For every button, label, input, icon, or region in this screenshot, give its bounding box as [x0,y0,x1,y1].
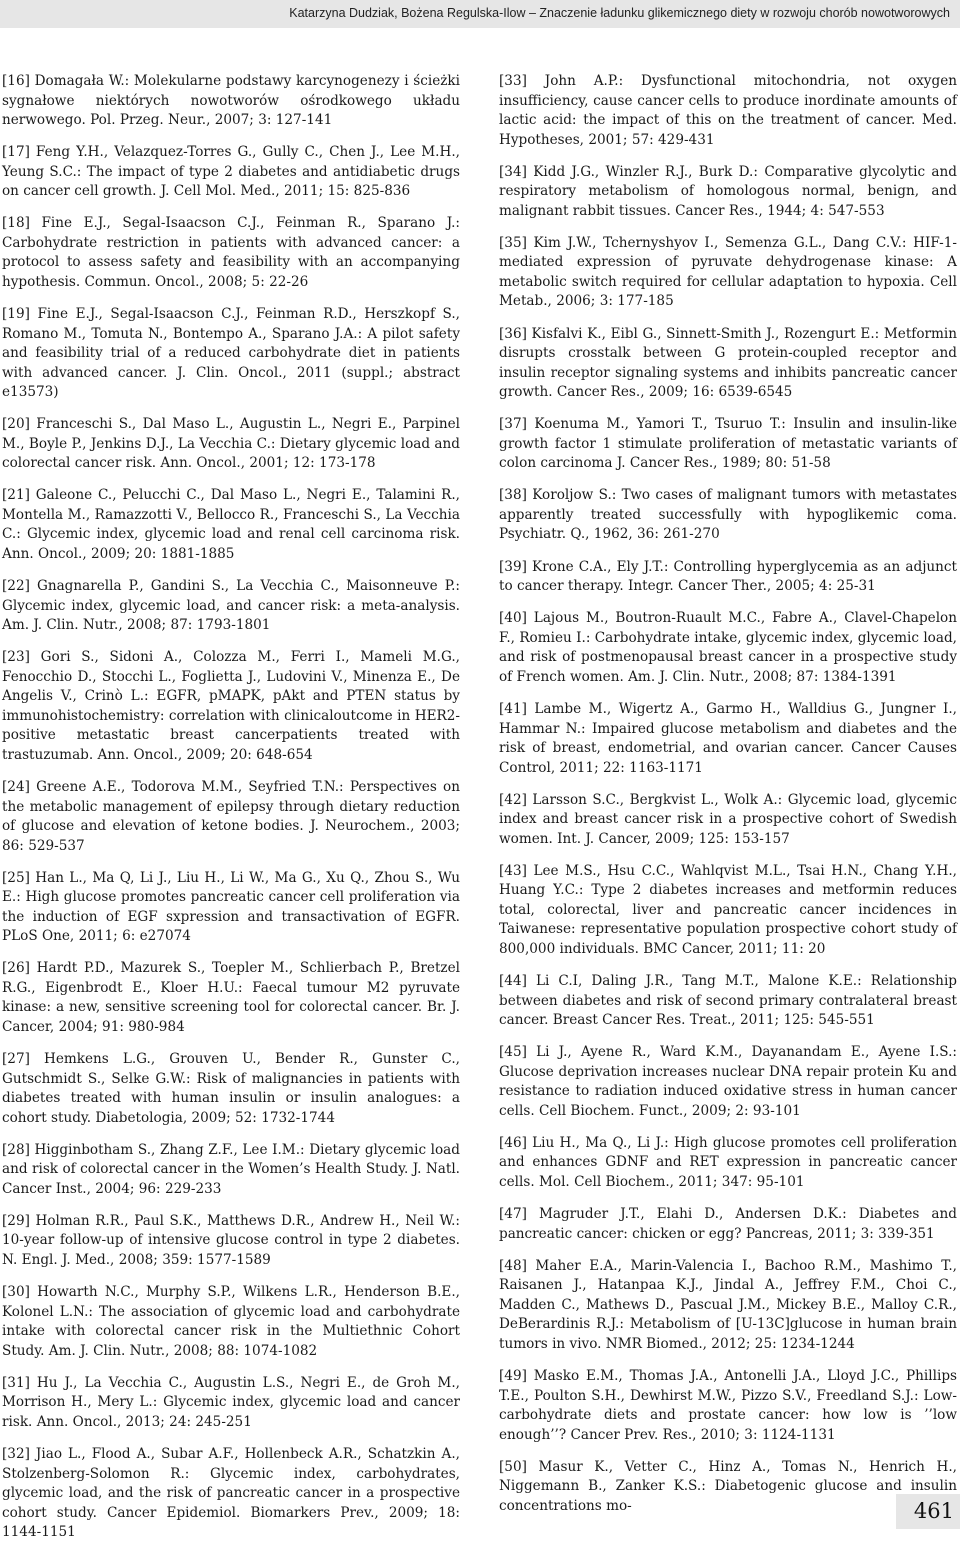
page-number-box [896,1494,960,1529]
reference-16: [16] Domagała W.: Molekularne podstawy karcynogenezy i ścieżki sygnałowe niektórych nowotworów ośrodkowego układu nerwowego. Pol. Przeg. Neur., 2007; 3: 127-141 [2,73,460,128]
references-right-column [499,72,957,1529]
reference-18: [18] Fine E.J., Segal-Isaacson C.J., Feinman R., Sparano J.: Carbohydrate restriction in patients with advanced cancer: a protocol to assess safety and feasibility with an accompanying hypothesis. Commun. Oncol., 2008; 5: 22-26 [2,215,460,290]
reference-30: [30] Howarth N.C., Murphy S.P., Wilkens L.R., Henderson B.E., Kolonel L.N.: The association of glycemic load and carbohydrate intake with colorectal cancer risk in the Multiethnic Cohort Study. Am. J. Clin. Nutr., 2008; 88: 1074-1082 [2,1284,460,1359]
reference-19: [19] Fine E.J., Segal-Isaacson C.J., Feinman R.D., Herszkopf S., Romano M., Tomuta N., Bontempo A., Sparano J.A.: A pilot safety and feasibility trial of a reduced carbohydrate diet in patients with advanced cancer. J. Clin. Oncol., 2011 (suppl.; abstract e13573) [2,306,460,401]
reference-21: [21] Galeone C., Pelucchi C., Dal Maso L., Negri E., Talamini R., Montella M., Ramazzotti V., Bellocco R., Franceschi S., La Vecchia C.: Glycemic index, glycemic load and renal cell carcinoma risk. Ann. Oncol., 2009; 20: 1881-1885 [2,487,460,562]
reference-32: [32] Jiao L., Flood A., Subar A.F., Hollenbeck A.R., Schatzkin A., Stolzenberg-Solomon R.: Glycemic index, carbohydrates, glycemic load, and the risk of pancreatic cancer in a prospective cohort study. Cancer Epidemiol. Biomarkers Prev., 2009; 18: 1144-1151 [2,1446,460,1540]
reference-28: [28] Higginbotham S., Zhang Z.F., Lee I.M.: Dietary glycemic load and risk of colorectal cancer in the Women’s Health Study. J. Natl. Cancer Inst., 2004; 96: 229-233 [2,1141,460,1197]
reference-42: [42] Larsson S.C., Bergkvist L., Wolk A.: Glycemic load, glycemic index and breast cancer risk in a prospective cohort of Swedish women. Int. J. Cancer, 2009; 125: 153-157 [499,791,957,847]
reference-22: [22] Gnagnarella P., Gandini S., La Vecchia C., Maisonneuve P.: Glycemic index, glycemic load, and cancer risk: a meta-analysis. Am. J. Clin. Nutr., 2008; 87: 1793-1801 [2,578,460,634]
reference-29: [29] Holman R.R., Paul S.K., Matthews D.R., Andrew H., Neil W.: 10-year follow-up of intensive glucose control in type 2 diabetes. N. Engl. J. Med., 2008; 359: 1577-1589 [2,1212,460,1268]
references-left-column [2,72,460,1555]
reference-35: [35] Kim J.W., Tchernyshyov I., Semenza G.L., Dang C.V.: HIF-1-mediated expression of pyruvate dehydrogenase kinase: A metabolic switch required for cellular adaptation to hypoxia. Cell Metab., 2006; 3: 177-185 [499,234,957,310]
reference-25: [25] Han L., Ma Q, Li J., Liu H., Li W., Ma G., Xu Q., Zhou S., Wu E.: High glucose promotes pancreatic cancer cell proliferation via the induction of EGF sxpression and transactivation of EGFR. PLoS One, 2011; 6: e27074 [2,869,460,945]
reference-31: [31] Hu J., La Vecchia C., Augustin L.S., Negri E., de Groh M., Morrison H., Mery L.: Glycemic index, glycemic load and cancer risk. Ann. Oncol., 2013; 24: 245-251 [2,1374,460,1430]
reference-39: [39] Krone C.A., Ely J.T.: Controlling hyperglycemia as an adjunct to cancer therapy. Integr. Cancer Ther., 2005; 4: 25-31 [499,558,957,595]
reference-47: [47] Magruder J.T., Elahi D., Andersen D.K.: Diabetes and pancreatic cancer: chicken or egg? Pancreas, 2011; 3: 339-351 [499,1206,957,1242]
reference-23: [23] Gori S., Sidoni A., Colozza M., Ferri I., Mameli M.G., Fenocchio D., Stocchi L., Foglietta J., Ludovini V., Minenza E., De Angelis V., Crinò L.: EGFR, pMAPK, pAkt and PTEN status by immunohistochemistry: correlation with clinicaloutcome in HER2-positive metastatic breast cancerpatients treated with trastuzumab. Ann. Oncol., 2009; 20: 648-654 [2,649,460,763]
reference-50: [50] Masur K., Vetter C., Hinz A., Tomas N., Henrich H., Niggemann B., Zanker K.S.: Diabetogenic glucose and insulin concentrations mo- [499,1458,957,1514]
page-number: 461 [913,1499,954,1523]
reference-43: [43] Lee M.S., Hsu C.C., Wahlqvist M.L., Tsai H.N., Chang Y.H., Huang Y.C.: Type 2 diabetes increases and metformin reduces total, colorectal, liver and pancreatic cancer incidences in Taiwanese: representative population prospective cohort study of 800,000 individuals. BMC Cancer, 2011; 11: 20 [499,862,957,957]
reference-37: [37] Koenuma M., Yamori T., Tsuruo T.: Insulin and insulin-like growth factor 1 stimulate proliferation of metastatic variants of colon carcinoma J. Cancer Res., 1989; 80: 51-58 [499,416,957,472]
running-header [0,0,960,28]
reference-26: [26] Hardt P.D., Mazurek S., Toepler M., Schlierbach P., Bretzel R.G., Eigenbrodt E., Kloer H.U.: Faecal tumour M2 pyruvate kinase: a new, sensitive screening tool for colorectal cancer. Br. J. Cancer, 2004; 91: 980-984 [2,960,460,1035]
reference-48: [48] Maher E.A., Marin-Valencia I., Bachoo R.M., Mashimo T., Raisanen J., Hatanpaa K.J., Jindal A., Jeffrey F.M., Choi C., Madden C., Mathews D., Pascual J.M., Mickey B.E., Malloy C.R., DeBerardinis R.J.: Metabolism of [U-13C]glucose in human brain tumors in vivo. NMR Biomed., 2012; 25: 1234-1244 [499,1257,957,1352]
reference-41: [41] Lambe M., Wigertz A., Garmo H., Walldius G., Jungner I., Hammar N.: Impaired glucose metabolism and diabetes and the risk of breast, endometrial, and ovarian cancer. Cancer Causes Control, 2011; 22: 1163-1171 [499,701,957,776]
reference-46: [46] Liu H., Ma Q., Li J.: High glucose promotes cell proliferation and enhances GDNF and RET expression in pancreatic cancer cells. Mol. Cell Biochem., 2011; 347: 95-101 [499,1134,957,1190]
reference-20: [20] Franceschi S., Dal Maso L., Augustin L., Negri E., Parpinel M., Boyle P., Jenkins D.J., La Vecchia C.: Dietary glycemic load and colorectal cancer risk. Ann. Oncol., 2001; 12: 173-178 [2,416,460,472]
reference-44: [44] Li C.I, Daling J.R., Tang M.T., Malone K.E.: Relationship between diabetes and risk of second primary contralateral breast cancer. Breast Cancer Res. Treat., 2011; 125: 545-551 [499,973,957,1029]
reference-36: [36] Kisfalvi K., Eibl G., Sinnett-Smith J., Rozengurt E.: Metformin disrupts crosstalk between G protein-coupled receptor and insulin receptor signaling systems and inhibits pancreatic cancer growth. Cancer Res., 2009; 16: 6539-6545 [499,325,957,401]
reference-33: [33] John A.P.: Dysfunctional mitochondria, not oxygen insufficiency, cause cancer cells to produce inordinate amounts of lactic acid: the impact of this on the treatment of cancer. Med. Hypotheses, 2001; 57: 429-431 [499,73,957,148]
reference-34: [34] Kidd J.G., Winzler R.J., Burk D.: Comparative glycolytic and respiratory metabolism of homologous normal, benign, and malignant rabbit tissues. Cancer Res., 1944; 4: 547-553 [499,163,957,219]
reference-27: [27] Hemkens L.G., Grouven U., Bender R., Gunster C., Gutschmidt S., Selke G.W.: Risk of malignancies in patients with diabetes treated with human insulin or insulin analogues: a cohort study. Diabetologia, 2009; 52: 1732-1744 [2,1051,460,1126]
reference-40: [40] Lajous M., Boutron-Ruault M.C., Fabre A., Clavel-Chapelon F., Romieu I.: Carbohydrate intake, glycemic index, glycemic load, and risk of postmenopausal breast cancer in a prospective study of French women. Am. J. Clin. Nutr., 2008; 87: 1384-1391 [499,610,957,685]
reference-24: [24] Greene A.E., Todorova M.M., Seyfried T.N.: Perspectives on the metabolic management of epilepsy through dietary reduction of glucose and elevation of ketone bodies. J. Neurochem., 2003; 86: 529-537 [2,779,460,854]
reference-49: [49] Masko E.M., Thomas J.A., Antonelli J.A., Lloyd J.C., Phillips T.E., Poulton S.H., Dewhirst M.W., Pizzo S.V., Freedland S.J.: Low-carbohydrate diets and prostate cancer: how low is ’’low enough’’? Cancer Prev. Res., 2010; 3: 1124-1131 [499,1368,957,1443]
reference-45: [45] Li J., Ayene R., Ward K.M., Dayanandam E., Ayene I.S.: Glucose deprivation increases nuclear DNA repair protein Ku and resistance to radiation induced oxidative stress in human cancer cells. Cell Biochem. Funct., 2009; 2: 93-101 [499,1044,957,1119]
reference-17: [17] Feng Y.H., Velazquez-Torres G., Gully C., Chen J., Lee M.H., Yeung S.C.: The impact of type 2 diabetes and antidiabetic drugs on cancer cell growth. J. Cell Mol. Med., 2011; 15: 825-836 [2,144,460,200]
running-title: Katarzyna Dudziak, Bożena Regulska-Ilow – Znaczenie ładunku glikemicznego diety w rozwoju chorób nowotworowych [289,6,950,20]
reference-38: [38] Koroljow S.: Two cases of malignant tumors with metastates apparently treated successfully with hypoglikemic coma. Psychiatr. Q., 1962, 36: 261-270 [499,487,957,543]
